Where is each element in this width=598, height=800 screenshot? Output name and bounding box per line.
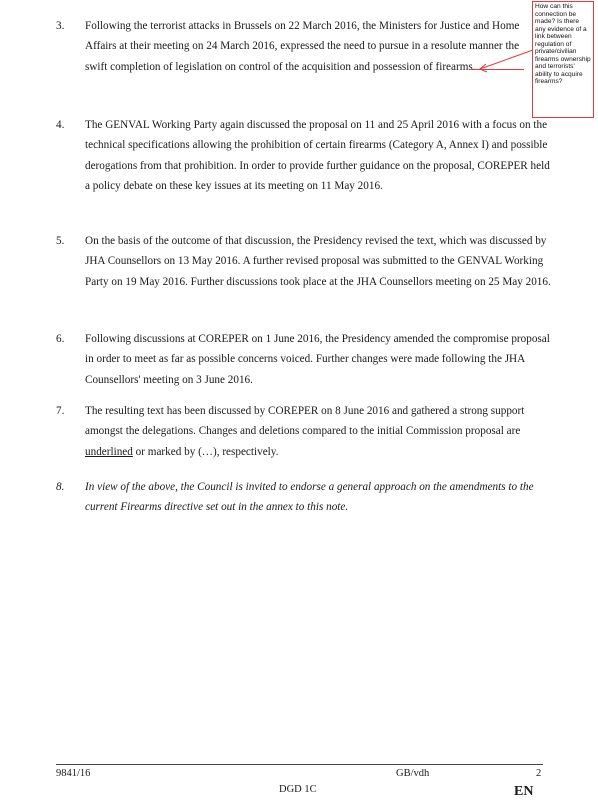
comment-text: How can this connection be made? Is there any evidence of a link between regulation of private/civilian firearms ownership and terrorists' ability to acquire firearms? — [535, 3, 591, 85]
footer-department: DGD 1C — [279, 784, 317, 795]
footer-page-number: 2 — [536, 768, 542, 779]
paragraph-number: 7. — [56, 405, 65, 417]
paragraph-text: Following discussions at COREPER on 1 June 2016, the Presidency amended the compromise proposal in order to meet as far as possible concerns voiced. Further changes were made following the JHA Counsellors' meeting on 3 June 2016. — [85, 333, 550, 386]
comment-connector-arrow — [476, 48, 536, 88]
paragraph-text: The GENVAL Working Party again discussed the proposal on 11 and 25 April 2016 with a focus on the technical specifications allowing the prohibition of certain firearms (Category A, Annex I) and possible derogations from that prohibition. In order to provide further guidance on the proposal, COREPER held a policy debate on these key issues at its meeting on 11 May 2016. — [85, 119, 550, 193]
paragraph-text-after: or marked by (…), respectively. — [132, 445, 279, 458]
paragraph-text — [85, 401, 551, 462]
footer-rule — [56, 764, 543, 765]
paragraph-text: Following the terrorist attacks in Brussels on 22 March 2016, the Ministers for Justice and Home Affairs at their meeting on 24 March 2016, expressed the need to pursue in a resolute manner the swift completion of legislation on control of the acquisition and possession of firearms. — [85, 20, 520, 73]
paragraph-text: In view of the above, the Council is invited to endorse a general approach on the amendments to the current Firearms directive set out in the annex to this note. — [85, 481, 534, 514]
paragraph-number: 8. — [56, 481, 65, 493]
paragraph-text-before: The resulting text has been discussed by COREPER on 8 June 2016 and gathered a strong support amongst the delegations. Changes and deletions compared to the initial Commission proposal are — [85, 405, 525, 438]
paragraph-number: 5. — [56, 235, 65, 247]
footer-doc-number: 9841/16 — [56, 768, 91, 779]
footer-language: EN — [514, 784, 534, 799]
paragraph-text: On the basis of the outcome of that discussion, the Presidency revised the text, which was discussed by JHA Counsellors on 13 May 2016. A further revised proposal was submitted to the GENVAL Working Party on 19 May 2016. Further discussions took place at the JHA Counsellors meeting on 25 May 2016. — [85, 235, 551, 288]
paragraph-number: 3. — [56, 20, 65, 32]
footer-author: GB/vdh — [396, 768, 430, 779]
paragraph-number: 4. — [56, 119, 65, 131]
underlined-word: underlined — [85, 445, 133, 458]
comment-balloon[interactable] — [532, 1, 594, 118]
paragraph-number: 6. — [56, 333, 65, 345]
